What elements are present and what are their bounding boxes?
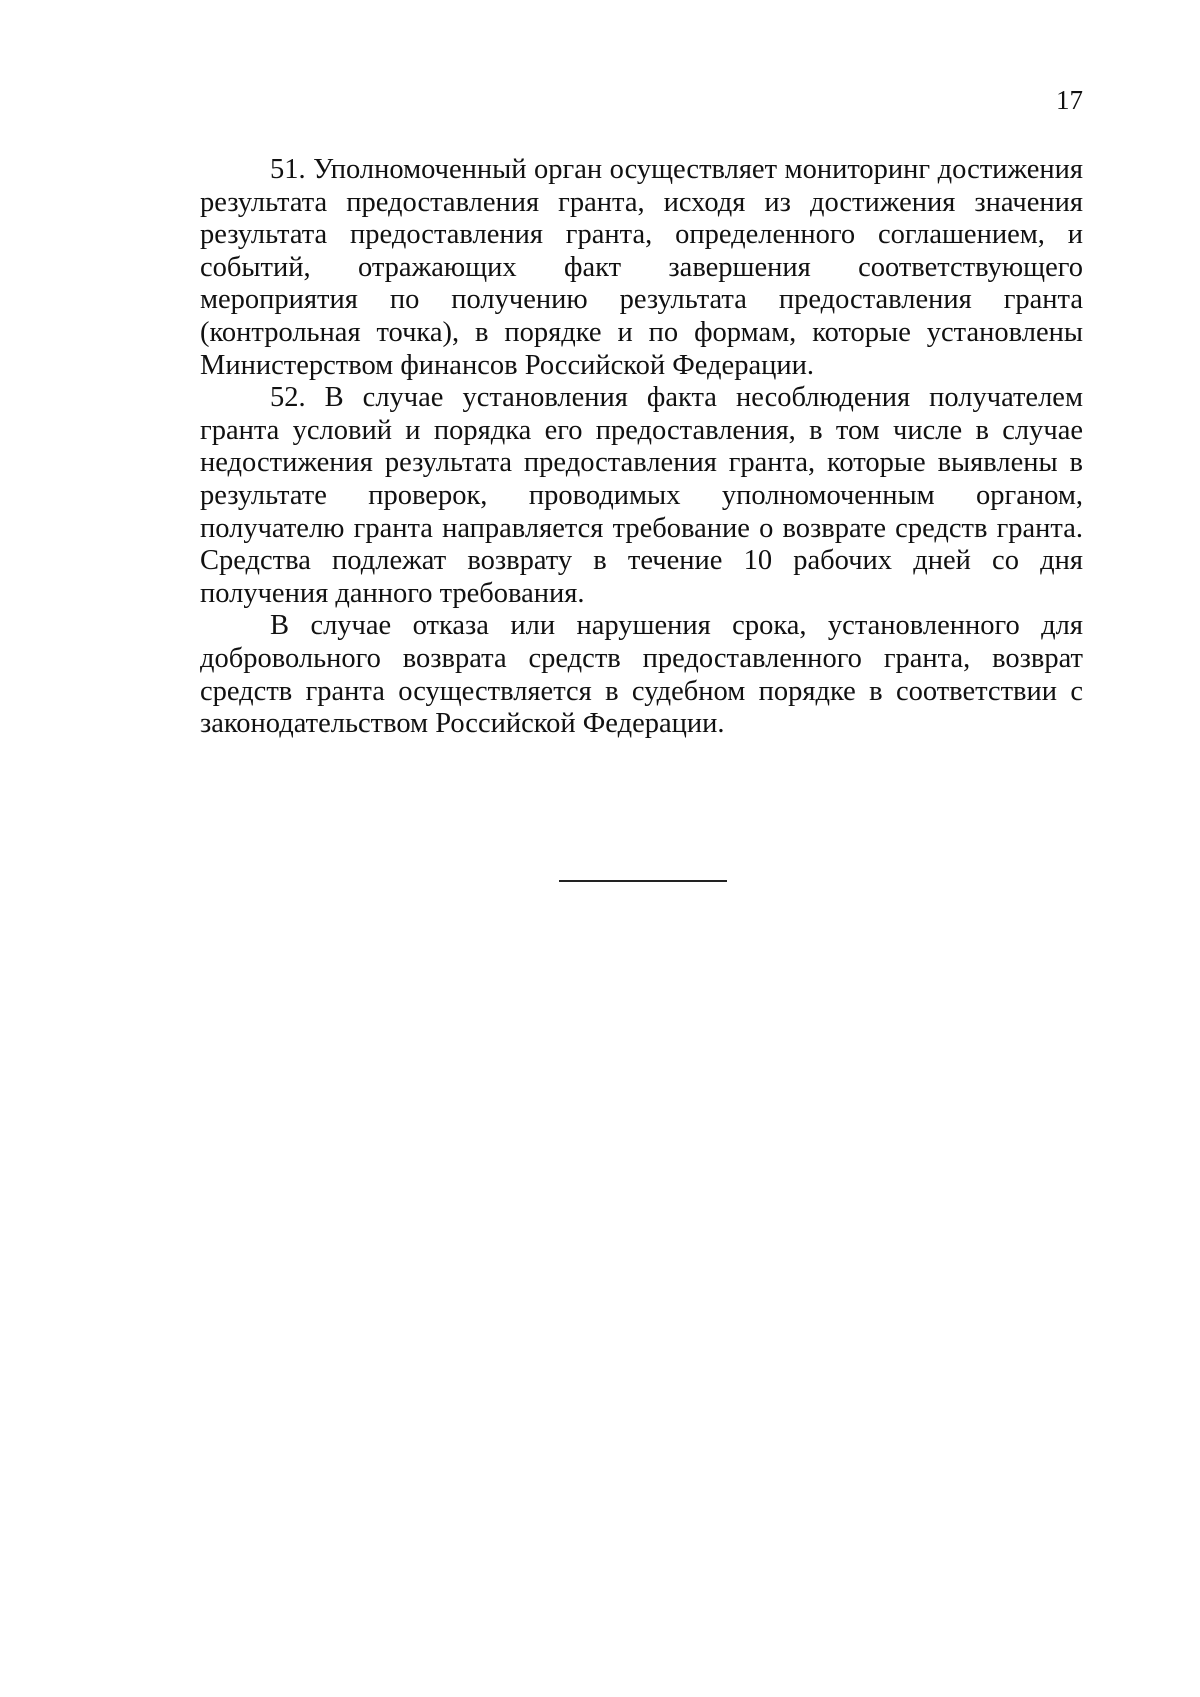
paragraph-52: 52. В случае установления факта несоблюдения получателем гранта условий и порядка его предоставления, в том числе в случае недостижения результата предоставления гранта, которые выявлены в результате проверок, проводимых уполномоченным органом, получателю гранта направляется требование о возврате средств гранта. Средства подлежат возврату в течение 10 рабочих дней со дня получения данного требования. <box>200 382 1083 609</box>
document-body <box>200 154 1083 741</box>
paragraph-52-continuation: В случае отказа или нарушения срока, установленного для добровольного возврата средств предоставленного гранта, возврат средств гранта осуществляется в судебном порядке в соответствии с законодательством Российской Федерации. <box>200 610 1083 740</box>
end-separator-line <box>559 880 727 882</box>
paragraph-51: 51. Уполномоченный орган осуществляет мониторинг достижения результата предоставления гранта, исходя из достижения значения результата предоставления гранта, определенного соглашением, и событий, отражающих факт завершения соответствующего мероприятия по получению результата предоставления гранта (контрольная точка), в порядке и по формам, которые установлены Министерством финансов Российской Федерации. <box>200 154 1083 381</box>
page-number: 17 <box>1056 85 1083 115</box>
